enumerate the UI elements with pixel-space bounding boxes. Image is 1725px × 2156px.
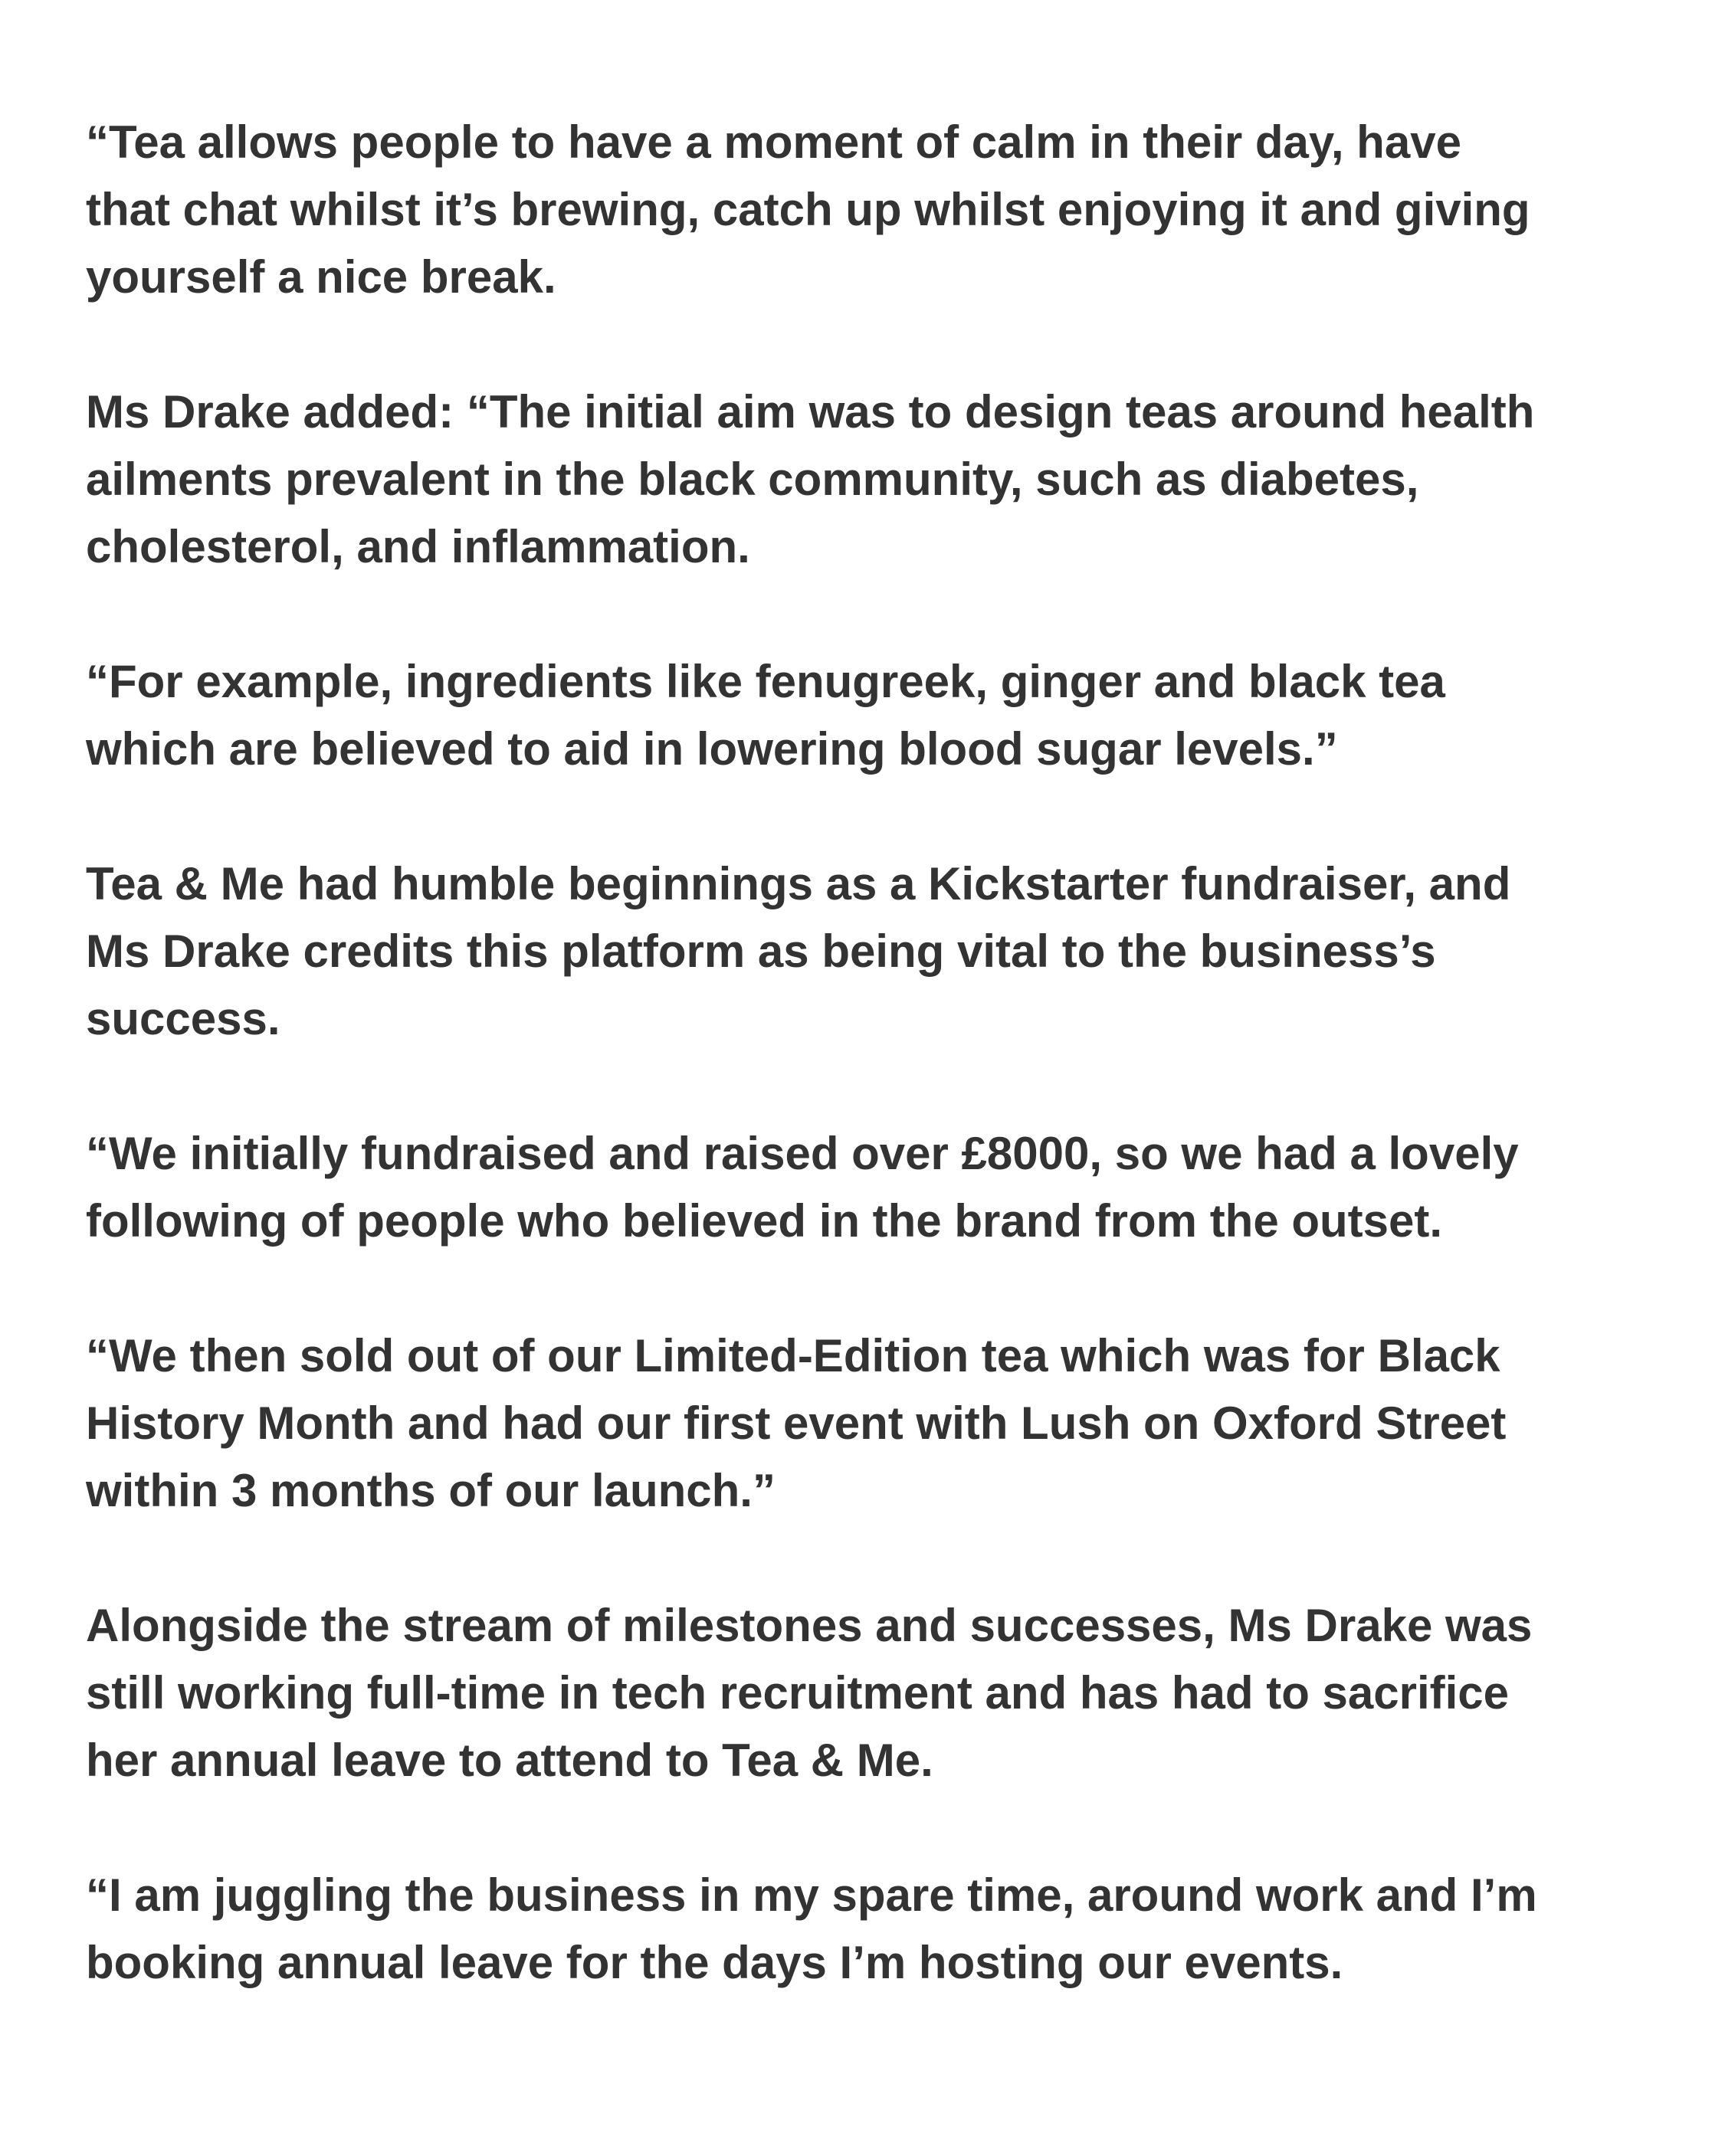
text-line: cholesterol, and inflammation. <box>86 521 750 572</box>
paragraph-fundraised <box>86 1120 1649 1255</box>
text-line: that chat whilst it’s brewing, catch up whilst enjoying it and giving <box>86 184 1530 235</box>
paragraph-initial-aim <box>86 378 1649 581</box>
paragraph-milestones <box>86 1592 1649 1794</box>
text-line: Ms Drake added: “The initial aim was to design teas around health <box>86 386 1535 437</box>
text-line: still working full-time in tech recruitment and has had to sacrifice <box>86 1667 1510 1719</box>
text-line: Alongside the stream of milestones and successes, Ms Drake was <box>86 1600 1533 1651</box>
text-line: within 3 months of our launch.” <box>86 1465 776 1516</box>
text-line: “For example, ingredients like fenugreek, ginger and black tea <box>86 656 1445 707</box>
text-line: “I am juggling the business in my spare time, around work and I’m <box>86 1869 1537 1921</box>
paragraph-tea-calm <box>86 109 1649 311</box>
text-line: which are believed to aid in lowering blood sugar levels.” <box>86 723 1338 775</box>
text-line: success. <box>86 993 280 1044</box>
paragraph-kickstarter <box>86 850 1649 1053</box>
paragraph-juggling <box>86 1862 1649 1997</box>
text-line: “Tea allows people to have a moment of calm in their day, have <box>86 116 1461 168</box>
paragraph-ingredients <box>86 648 1649 783</box>
text-line: Tea & Me had humble beginnings as a Kickstarter fundraiser, and <box>86 858 1511 909</box>
text-line: ailments prevalent in the black community, such as diabetes, <box>86 454 1419 505</box>
text-line: “We initially fundraised and raised over £8000, so we had a lovely <box>86 1128 1519 1179</box>
text-line: “We then sold out of our Limited-Edition tea which was for Black <box>86 1330 1500 1381</box>
article-body <box>86 109 1649 1997</box>
paragraph-limited-edition <box>86 1322 1649 1525</box>
text-line: following of people who believed in the brand from the outset. <box>86 1195 1443 1247</box>
text-line: her annual leave to attend to Tea & Me. <box>86 1735 933 1786</box>
text-line: booking annual leave for the days I’m hosting our events. <box>86 1937 1343 1988</box>
text-line: History Month and had our first event with Lush on Oxford Street <box>86 1397 1507 1449</box>
text-line: yourself a nice break. <box>86 251 556 303</box>
text-line: Ms Drake credits this platform as being vital to the business’s <box>86 926 1436 977</box>
